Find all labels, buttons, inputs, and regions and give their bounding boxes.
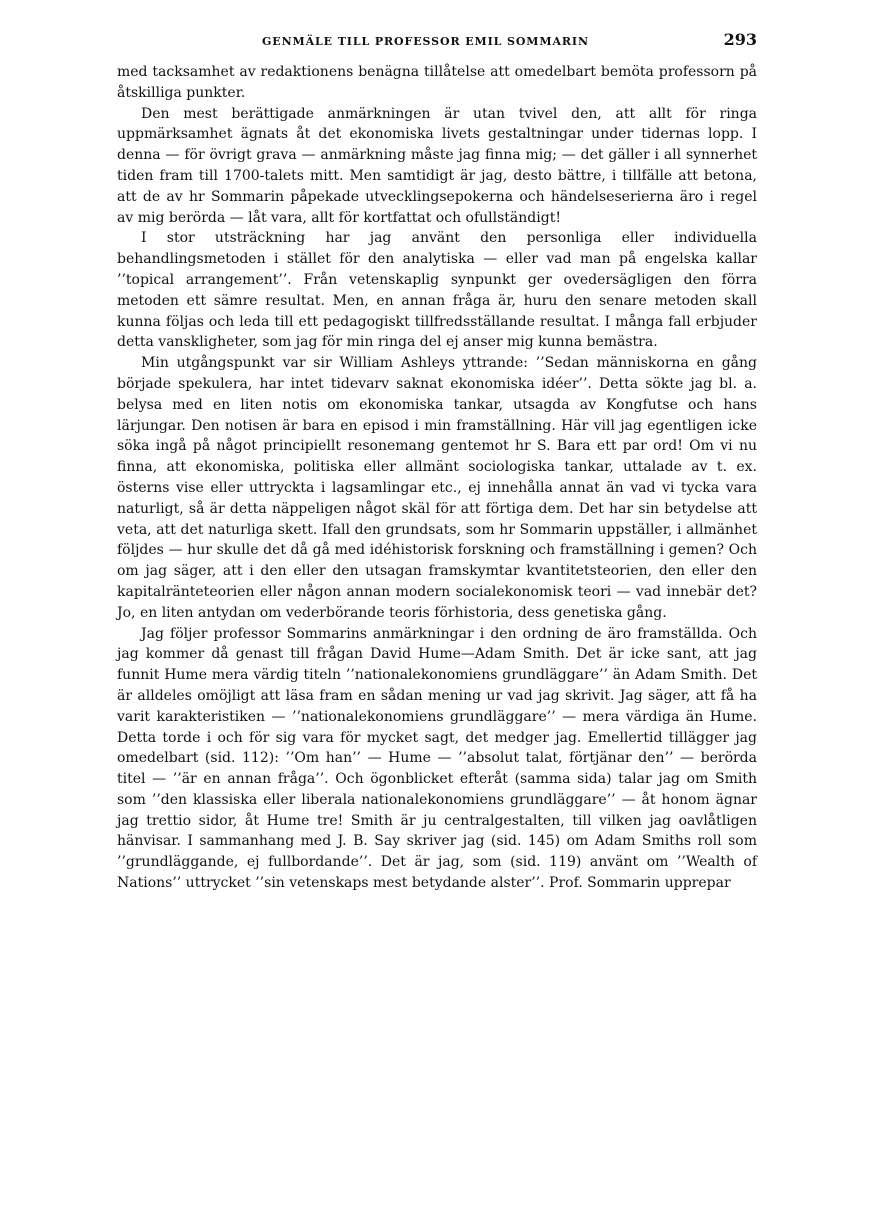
- running-title: GENMÄLE TILL PROFESSOR EMIL SOMMARIN: [262, 35, 589, 48]
- paragraph: Den mest berättigade anmärkningen är utan tvivel den, att allt för ringa uppmärksamhet ägnats åt det ekonomiska livets gestaltningar under tidernas lopp. I denna — för övrigt grava — anmärkning måste jag finna mig; — det gäller i all synnerhet tiden fram till 1700-talets mitt. Men samtidigt är jag, desto bättre, i tillfälle att betona, att de av hr Sommarin påpekade utvecklingsepokerna och händelseserierna äro i regel av mig berörda — låt vara, allt för kortfattat och ofullständigt!: [117, 105, 757, 226]
- paragraph: Jag följer professor Sommarins anmärkningar i den ordning de äro framställda. Och jag kommer då genast till frågan David Hume—Adam Smith. Det är icke sant, att jag funnit Hume mera värdig titeln ’’nationalekonomiens grundläggare’’ än Adam Smith. Det är alldeles omöjligt att läsa fram en sådan mening ur vad jag skrivit. Jag säger, att få ha varit karakteristiken — ’’nationalekonomiens grundläggare’’ — mera värdiga än Hume. Detta torde i och för sig vara för mycket sagt, det medger jag. Emellertid tillägger jag omedelbart (sid. 112): ’’Om han’’ — Hume — ’’absolut talat, förtjänar den’’ — berörda titel — ’’är en annan fråga’’. Och ögonblicket efteråt (samma sida) talar jag om Smith som ’’den klassiska eller liberala nationalekonomiens grundläggare’’ — åt honom ägnar jag trettio sidor, åt Hume tre! Smith är ju centralgestalten, till vilken jag oavlåtligen hänvisar. I sammanhang med J. B. Say skriver jag (sid. 145) om Adam Smiths roll som ’’grundläggande, ej fullbordande’’. Det är jag, som (sid. 119) använt om ’’Wealth of Nations’’ uttrycket ’’sin vetenskaps mest betydande alster’’. Prof. Sommarin upprepar: [117, 625, 757, 892]
- body-text: [117, 62, 757, 894]
- paragraph: med tacksamhet av redaktionens benägna tillåtelse att omedelbart bemöta professorn på åtskilliga punkter.: [117, 64, 757, 101]
- page-number: 293: [723, 30, 757, 49]
- paragraph: I stor utsträckning har jag använt den personliga eller individuella behandlingsmetoden i stället för den analytiska — eller vad man på engelska kallar ’’topical arrangement’’. Från vetenskaplig synpunkt ger ovedersägligen den förra metoden ett sämre resultat. Men, en annan fråga är, huru den senare metoden skall kunna följas och leda till ett pedagogiskt tillfredsställande resultat. I många fall erbjuder detta vanskligheter, som jag för min ringa del ej anser mig kunna bemästra.: [117, 230, 757, 351]
- paragraph: Min utgångspunkt var sir William Ashleys yttrande: ’’Sedan människorna en gång började spekulera, har intet tidevarv saknat ekonomiska idéer’’. Detta sökte jag bl. a. belysa med en liten notis om ekonomiska tankar, utsagda av Kongfutse och hans lärjungar. Den notisen är bara en episod i min framställning. Här vill jag egentligen icke söka ingå på något principiellt resonemang gentemot hr S. Bara ett par ord! Om vi nu finna, att ekonomiska, politiska eller allmänt sociologiska tankar, uttalade av t. ex. österns vise eller uttryckta i lagsamlingar etc., ej innehålla annat än vad vi tycka vara naturligt, så är detta näppeligen något skäl för att förtiga dem. Det har sin betydelse att veta, att det naturliga skett. Ifall den grundsats, som hr Sommarin uppställer, i allmänhet följdes — hur skulle det då gå med idéhistorisk forskning och framställning i gemen? Och om jag säger, att i den eller den utsagan framskymtar kvantitetsteorien, den eller den kapitalränteteorien eller någon annan modern socialekonomisk teori — vad innebär det? Jo, en liten antydan om vederbörande teoris förhistoria, dess genetiska gång.: [117, 355, 757, 621]
- book-page: [117, 30, 757, 894]
- running-header: [117, 30, 757, 54]
